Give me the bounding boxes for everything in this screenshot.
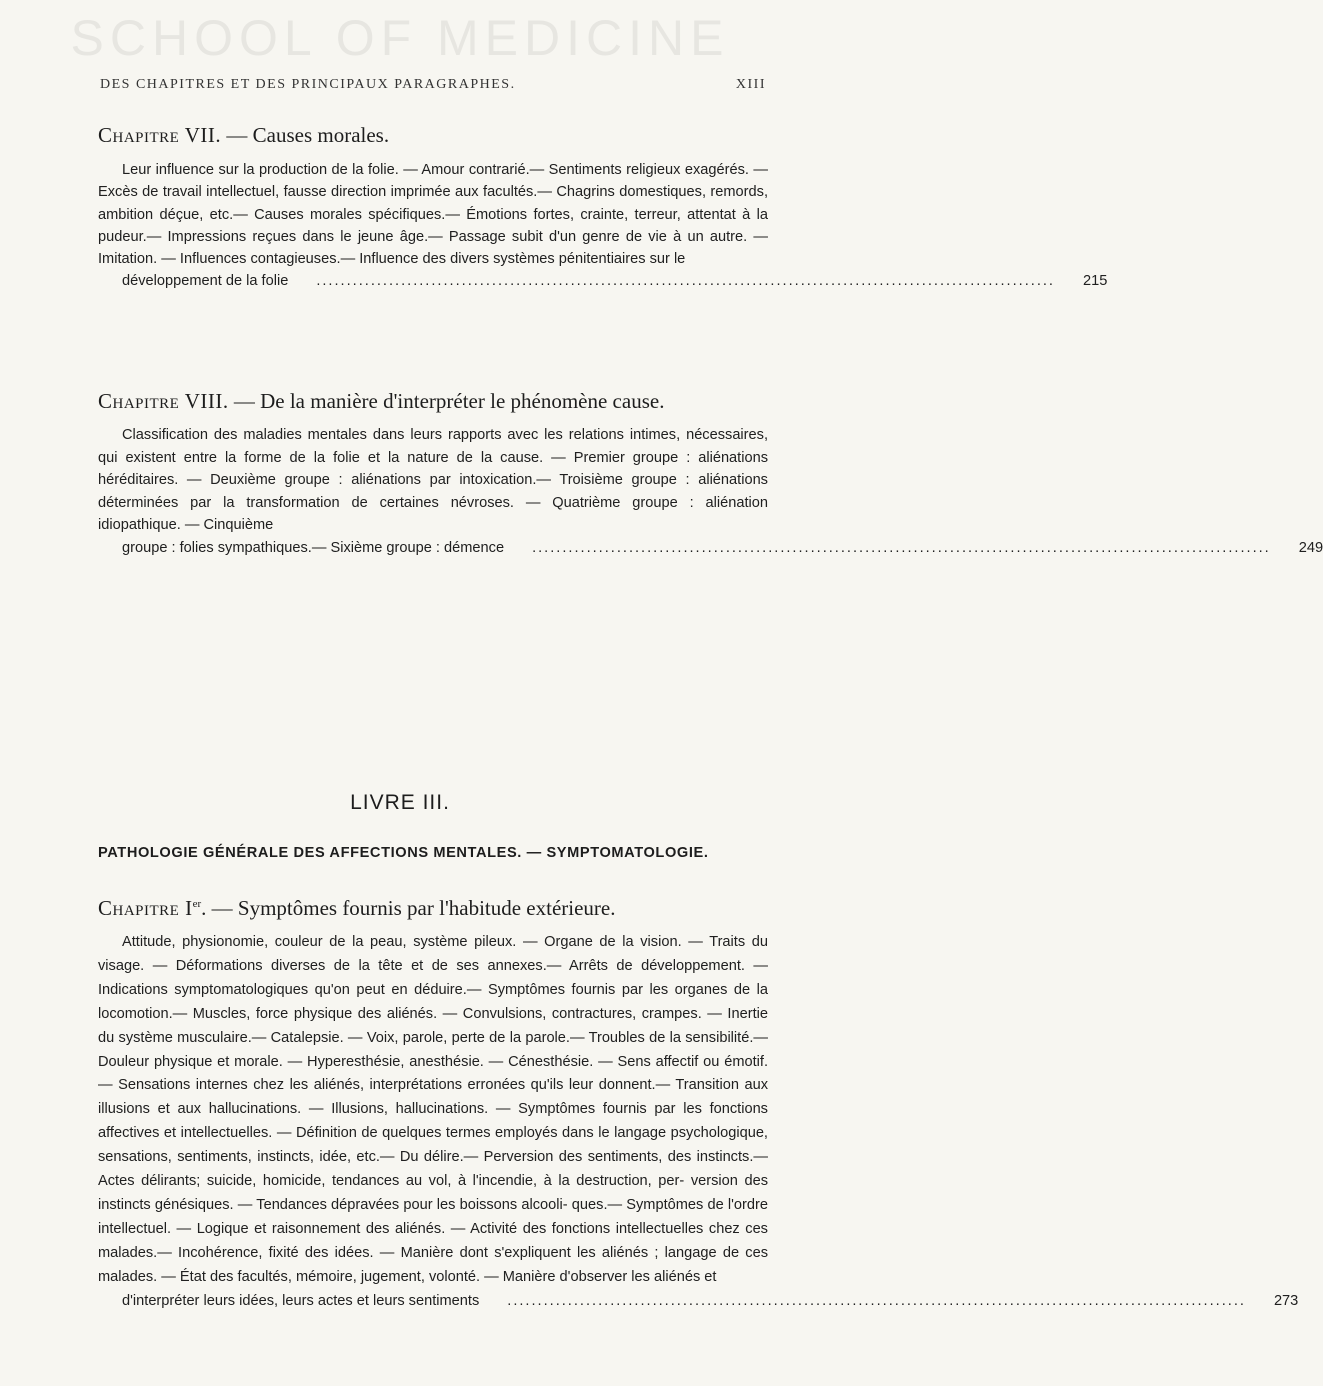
summary-line: reçues dans le jeune âge.— Passage subit d'un genre de vie à un autre. — Imitation.	[98, 228, 769, 268]
summary-line: des facultés, mémoire, jugement, volonté. — Manière d'observer les aliénés et	[209, 1268, 717, 1285]
dot-leader: ..........................................................................................................................	[316, 273, 1055, 290]
summary-line: instincts, idée, etc.— Du délire.— Perversion des sentiments, des instincts.— Actes	[98, 1149, 768, 1190]
chapter-label: Chapitre VIII.	[98, 389, 229, 413]
summary-line: idées. — Manière dont s'expliquent les aliénés ; langage de ces malades. — État	[98, 1244, 769, 1285]
summary-line: Attitude, physionomie, couleur de la peau, système pileux. — Organe de la vision.	[122, 934, 682, 950]
toc-entry-end	[98, 270, 1108, 292]
toc-page-number: 273	[1273, 1292, 1299, 1309]
summary-line: — Symptômes fournis par les fonctions affectives et intellectuelles. — Définition de	[98, 1101, 768, 1142]
summary-line: quelques termes employés dans le langage psychologique, sensations, sentiments,	[98, 1125, 768, 1166]
summary-line: ques.— Symptômes de l'ordre intellectuel. — Logique et raisonnement des aliénés.	[98, 1196, 768, 1237]
summary-line: Leur influence sur la production de la folie. — Amour contrarié.— Sentiments	[122, 162, 622, 178]
summary-line: de développement. — Indications symptomatologiques qu'on peut en déduire.—	[98, 957, 768, 998]
chapter-title: . — Symptômes fournis par l'habitude extérieure.	[201, 896, 616, 920]
dot-leader: ..........................................................................................................................	[507, 1292, 1246, 1309]
summary-line: Catalepsie. — Voix, parole, perte de la parole.— Troubles de la sensibilité.— Douleur	[98, 1029, 768, 1070]
watermark: SCHOOL OF MEDICINE	[70, 10, 730, 66]
running-head-title: DES CHAPITRES ET DES PRINCIPAUX PARAGRAPHES.	[100, 77, 516, 92]
summary-line: Classification des maladies mentales dans leurs rapports avec les relations intimes,	[122, 427, 681, 443]
chapter-1-summary	[98, 931, 1299, 1314]
summary-line: certaines névroses. — Quatrième groupe : aliénation idiopathique. — Cinquième	[98, 494, 768, 533]
summary-line: Symptômes fournis par les organes de la locomotion.— Muscles, force physique des	[98, 981, 769, 1022]
summary-line: donnent.— Transition aux illusions et aux hallucinations. — Illusions, hallucinations.	[98, 1077, 768, 1118]
summary-last-line: développement de la folie	[122, 273, 289, 290]
chapter-title: — De la manière d'interpréter le phénomène cause.	[228, 389, 665, 413]
dot-leader: ..........................................................................................................................	[532, 539, 1271, 556]
summary-last-line: d'interpréter leurs idées, leurs actes et leurs sentiments	[122, 1292, 480, 1309]
chapter-7-summary	[98, 159, 1108, 293]
chapter-title: — Causes morales.	[221, 123, 390, 147]
page-number: XIII	[735, 77, 766, 92]
summary-line: facultés.— Chagrins domestiques, remords, ambition déçue, etc.— Causes morales	[98, 184, 769, 223]
summary-line: physique et morale. — Hyperesthésie, anesthésie. — Cénesthésie. — Sens affectif ou	[153, 1053, 720, 1070]
summary-line: religieux exagérés. — Excès de travail intellectuel, fausse direction imprimée aux	[98, 162, 768, 201]
summary-line: émotif.— Sensations internes chez les aliénés, interprétations erronées qu'ils leur	[98, 1053, 768, 1094]
toc-entry-end	[98, 537, 1323, 560]
summary-line: — Influences contagieuses.— Influence des divers systèmes pénitentiaires sur le	[161, 251, 686, 268]
summary-last-line: groupe : folies sympathiques.— Sixième groupe : démence	[122, 539, 505, 556]
part-title: PATHOLOGIE GÉNÉRALE DES AFFECTIONS MENTALES. — SYMPTOMATOLOGIE.	[98, 845, 709, 861]
chapter-label: Chapitre I	[98, 896, 193, 920]
chapter-label: Chapitre VII.	[98, 123, 222, 147]
summary-line: Premier groupe : aliénations héréditaires. — Deuxième groupe : aliénations par	[98, 449, 769, 488]
summary-line: — Activité des fonctions intellectuelles chez ces malades.— Incohérence, fixité des	[98, 1220, 768, 1261]
chapter-8-summary	[98, 424, 1323, 559]
summary-line: intoxication.— Troisième groupe : aliénations déterminées par la transformation de	[98, 472, 768, 511]
summary-line: spécifiques.— Émotions fortes, crainte, terreur, attentat à la pudeur.— Impressions	[98, 206, 768, 245]
summary-line: délirants; suicide, homicide, tendances au vol, à l'incendie, à la destruction, per-	[141, 1173, 685, 1190]
toc-page-number: 249	[1298, 539, 1323, 556]
summary-line: nécessaires, qui existent entre la forme de la folie et la nature de la cause. —	[98, 427, 769, 466]
summary-line: aliénés. — Convulsions, contractures, crampes. — Inertie du système musculaire.—	[98, 1005, 768, 1046]
summary-line: version des instincts génésiques. — Tendances dépravées pour les boissons alcooli-	[98, 1173, 768, 1213]
chapter-1-heading	[98, 891, 768, 921]
toc-entry-end	[98, 1290, 1299, 1314]
book-division-title: LIVRE III.	[350, 791, 450, 814]
chapter-label-superscript: er	[192, 898, 202, 910]
chapter-8-heading	[98, 388, 768, 414]
chapter-7-heading	[98, 122, 768, 148]
toc-page-number: 215	[1083, 273, 1108, 290]
summary-line: — Traits du visage. — Déformations diverses de la tête et de ses annexes.— Arrêts	[98, 934, 768, 974]
